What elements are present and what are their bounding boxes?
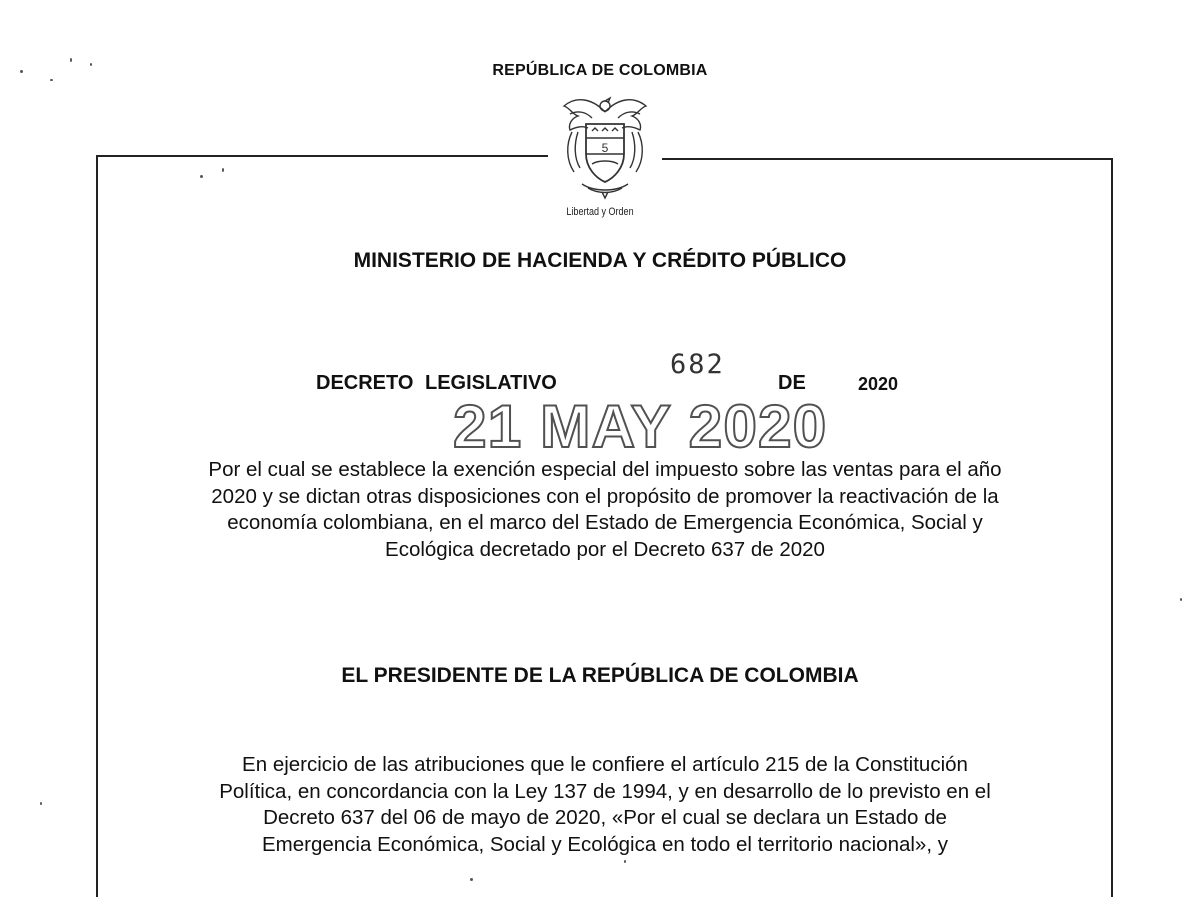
decree-de: DE xyxy=(778,372,806,394)
date-stamp xyxy=(453,392,828,462)
exercise-line: Emergencia Económica, Social y Ecológica en todo el territorio nacional», y xyxy=(262,832,948,856)
coat-of-arms-icon xyxy=(548,88,662,200)
exercise-line: Política, en concordancia con la Ley 137 de 1994, y en desarrollo de lo previsto en el xyxy=(219,779,991,803)
decree-title-line: 2020 y se dictan otras disposiciones con el propósito de promover la reactivación de la xyxy=(211,484,999,508)
frame-top-right xyxy=(662,158,1113,160)
exercise-line: Decreto 637 del 06 de mayo de 2020, «Por el cual se declara un Estado de xyxy=(263,806,947,829)
exercise-paragraph xyxy=(110,752,1100,858)
decree-title-line: economía colombiana, en el marco del Estado de Emergencia Económica, Social y xyxy=(227,511,983,534)
republic-heading: REPÚBLICA DE COLOMBIA xyxy=(492,62,708,79)
frame-top-left xyxy=(96,155,548,157)
date-stamp-text: 21 MAY 2020 xyxy=(453,393,828,460)
decree-number: 682 xyxy=(670,349,725,380)
svg-text:5: 5 xyxy=(601,141,609,155)
scan-speck xyxy=(1180,598,1182,601)
decree-year: 2020 xyxy=(858,374,899,394)
scan-speck xyxy=(40,802,42,805)
scan-speck xyxy=(470,878,473,881)
ministry-heading: MINISTERIO DE HACIENDA Y CRÉDITO PÚBLICO xyxy=(353,249,847,272)
scan-speck xyxy=(624,860,626,863)
decree-title-line: Ecológica decretado por el Decreto 637 de 2020 xyxy=(385,537,825,561)
decree-title xyxy=(110,457,1100,563)
seal-motto: Libertad y Orden xyxy=(566,206,634,218)
exercise-line: En ejercicio de las atribuciones que le confiere el artículo 215 de la Constitución xyxy=(242,753,968,776)
president-heading: EL PRESIDENTE DE LA REPÚBLICA DE COLOMBIA xyxy=(341,664,859,687)
scan-speck xyxy=(200,175,203,178)
decree-title-line: Por el cual se establece la exención especial del impuesto sobre las ventas para el año xyxy=(208,458,1002,481)
decree-label: DECRETO LEGISLATIVO xyxy=(316,372,557,394)
scan-speck xyxy=(222,168,224,172)
